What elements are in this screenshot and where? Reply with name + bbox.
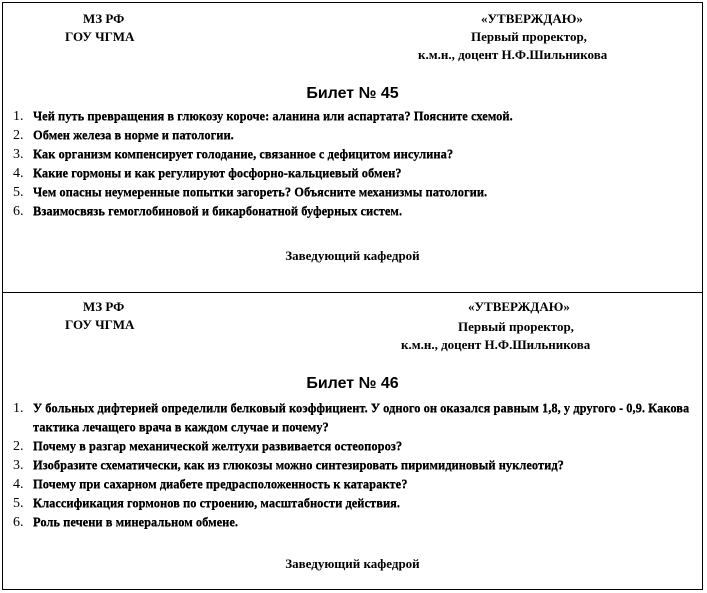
question-text: Обмен железа в норме и патологии. (33, 128, 234, 142)
question-item (13, 164, 696, 183)
question-number: 6. (13, 204, 24, 219)
department-head-signature-label: Заведующий кафедрой (285, 248, 420, 263)
question-number: 2. (13, 128, 24, 143)
ticket-title: Билет № 46 (306, 375, 399, 392)
question-text: Как организм компенсирует голодание, связанное с дефицитом инсулина? (33, 147, 454, 161)
question-list (13, 107, 696, 221)
question-number: 1. (13, 401, 24, 416)
approval-label: «УТВЕРЖДАЮ» (481, 11, 583, 26)
question-item (13, 202, 696, 221)
question-number: 4. (13, 477, 24, 492)
question-item (13, 456, 696, 475)
approval-label: «УТВЕРЖДАЮ» (468, 299, 570, 314)
ministry-label: МЗ РФ (83, 11, 125, 26)
question-item (13, 183, 696, 202)
approver-position: Первый проректор, (471, 29, 587, 44)
approver-name: к.м.н., доцент Н.Ф.Шильникова (418, 47, 608, 62)
question-text: Почему в разгар механической желтухи развивается остеопороз? (33, 439, 403, 453)
question-item (13, 494, 696, 513)
question-item (13, 437, 696, 456)
question-number: 4. (13, 166, 24, 181)
question-item (13, 145, 696, 164)
institution-label: ГОУ ЧГМА (65, 317, 135, 332)
question-item (13, 399, 696, 437)
institution-label: ГОУ ЧГМА (65, 29, 135, 44)
ticket-46 (2, 292, 703, 590)
question-number: 2. (13, 439, 24, 454)
question-text: У больных дифтерией определили белковый коэффициент. У одного он оказался равным 1,8, у другого - 0,9. Какова тактика лечащего врача в каждом случае и почему? (33, 401, 690, 434)
ticket-45 (2, 2, 703, 293)
question-item (13, 475, 696, 494)
question-text: Изобразите схематически, как из глюкозы можно синтезировать пиримидиновый нуклеотид? (33, 458, 564, 472)
ministry-label: МЗ РФ (83, 299, 125, 314)
question-number: 6. (13, 515, 24, 530)
approver-position: Первый проректор, (458, 319, 574, 334)
question-text: Почему при сахарном диабете предрасположенность к катаракте? (33, 477, 408, 491)
question-number: 1. (13, 109, 24, 124)
question-text: Роль печени в минеральном обмене. (33, 515, 239, 529)
question-number: 3. (13, 147, 24, 162)
question-item (13, 126, 696, 145)
question-text: Классификация гормонов по строению, масштабности действия. (33, 496, 401, 510)
question-text: Чей путь превращения в глюкозу короче: аланина или аспартата? Поясните схемой. (33, 109, 513, 123)
question-number: 5. (13, 185, 24, 200)
question-item (13, 107, 696, 126)
question-list (13, 399, 696, 532)
department-head-signature-label: Заведующий кафедрой (285, 556, 420, 571)
question-text: Чем опасны неумеренные попытки загореть? Объясните механизмы патологии. (33, 185, 488, 199)
ticket-title: Билет № 45 (306, 85, 399, 102)
approver-name: к.м.н., доцент Н.Ф.Шильникова (401, 337, 591, 352)
question-number: 3. (13, 458, 24, 473)
question-number: 5. (13, 496, 24, 511)
question-text: Какие гормоны и как регулируют фосфорно-кальциевый обмен? (33, 166, 402, 180)
question-item (13, 513, 696, 532)
question-text: Взаимосвязь гемоглобиновой и бикарбонатной буферных систем. (33, 204, 403, 218)
